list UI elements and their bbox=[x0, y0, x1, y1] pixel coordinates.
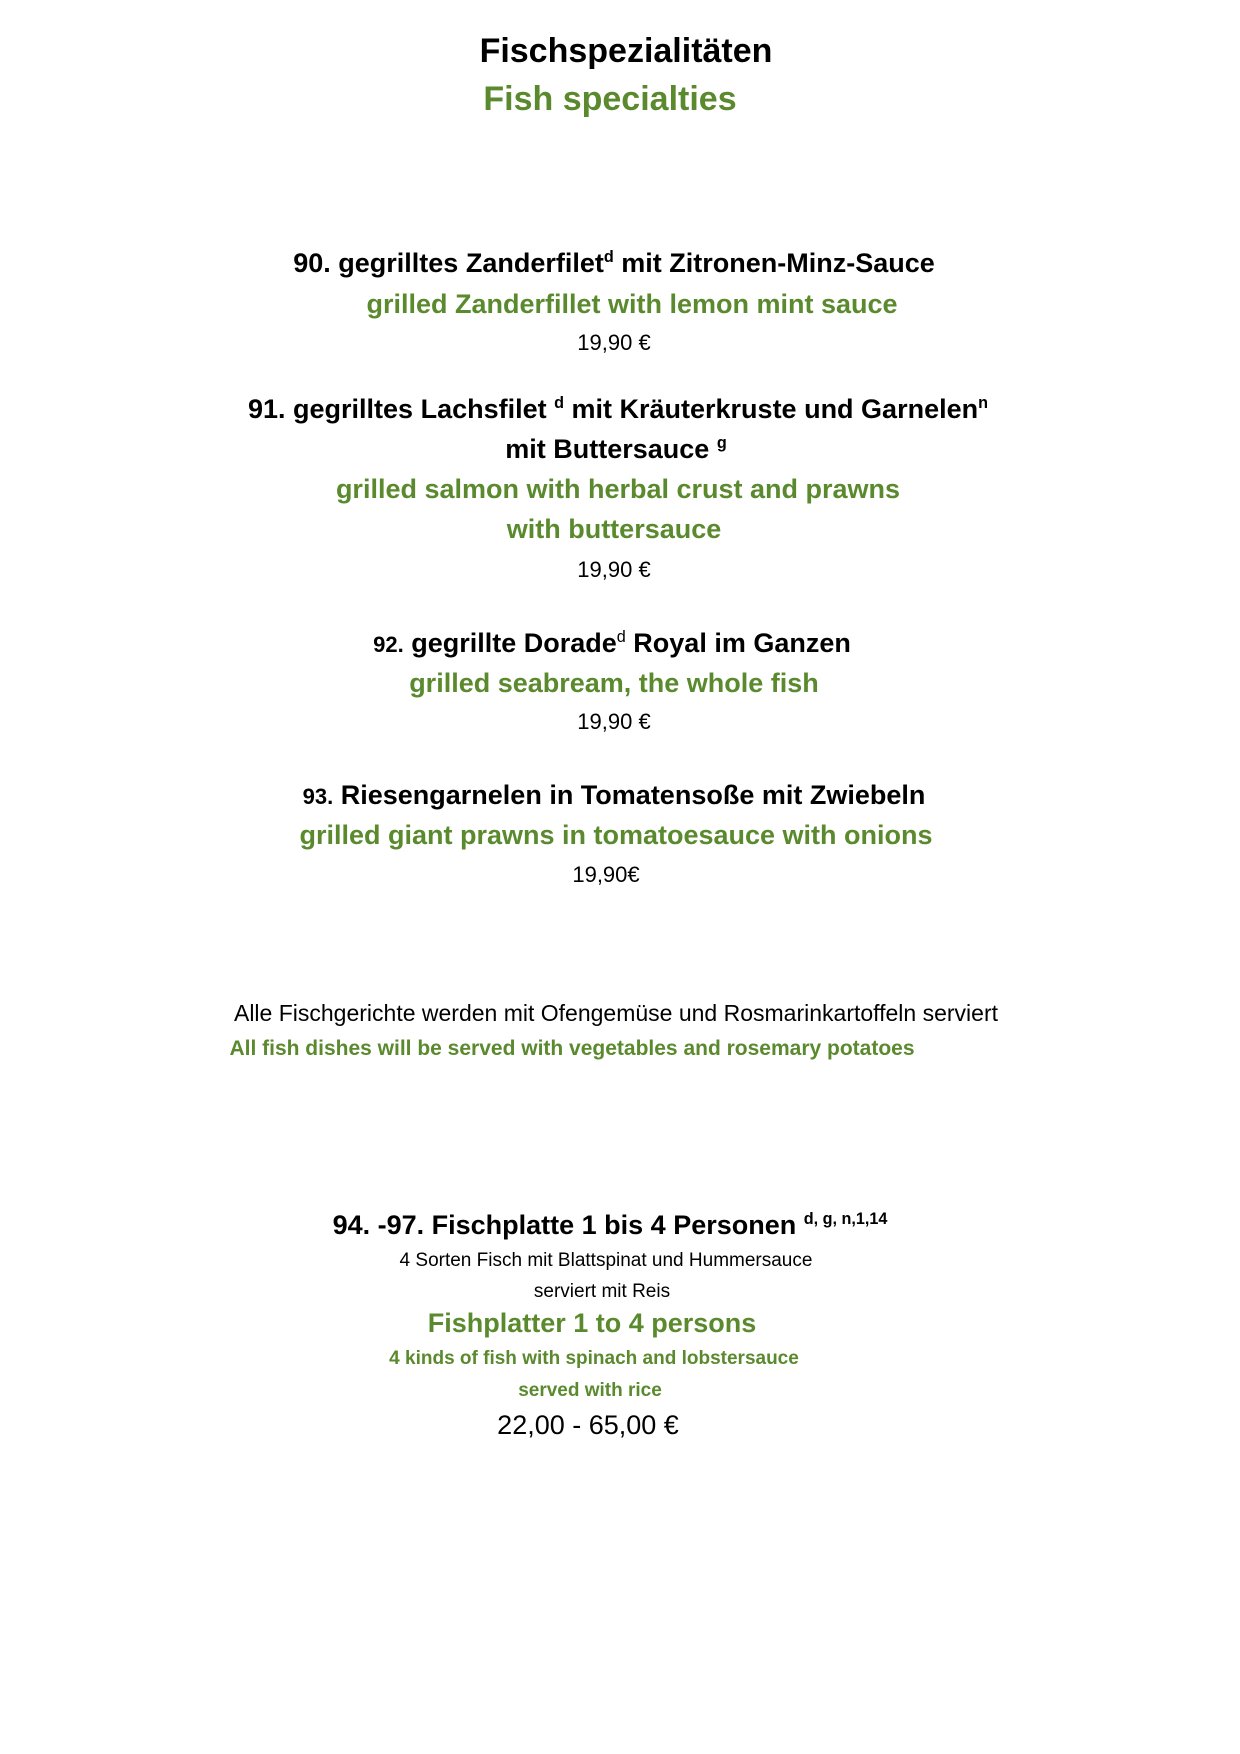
item-number: 93. bbox=[302, 784, 334, 809]
item-number: 91. bbox=[247, 394, 286, 424]
item-name-cont: mit Zitronen-Minz-Sauce bbox=[613, 248, 935, 278]
item-90-title-de bbox=[0, 248, 1234, 279]
item-91-price: 19,90 € bbox=[577, 557, 651, 582]
allergen-mark: d bbox=[603, 248, 614, 266]
side-dish-note-en: All fish dishes will be served with vegetables and rosemary potatoes bbox=[229, 1037, 915, 1060]
item-number: 92. bbox=[373, 632, 404, 657]
item-90-title-en: grilled Zanderfillet with lemon mint sauce bbox=[366, 289, 898, 319]
item-name: gegrillte Dorade bbox=[403, 628, 617, 658]
platter-name: 94. -97. Fischplatte 1 bis 4 Personen bbox=[332, 1210, 804, 1240]
item-92-title-en: grilled seabream, the whole fish bbox=[409, 668, 819, 698]
item-name-cont: Royal im Ganzen bbox=[625, 628, 851, 658]
item-number: 90. bbox=[293, 248, 331, 278]
side-dish-note-de: Alle Fischgerichte werden mit Ofengemüse und Rosmarinkartoffeln serviert bbox=[233, 1000, 999, 1026]
item-90-price: 19,90 € bbox=[577, 330, 651, 355]
allergen-mark: n bbox=[978, 394, 988, 412]
allergen-mark: d bbox=[554, 394, 564, 412]
platter-desc-en: 4 kinds of fish with spinach and lobstersauce bbox=[389, 1348, 799, 1369]
allergen-mark: d bbox=[616, 628, 626, 646]
platter-desc-en-line2: served with rice bbox=[518, 1380, 662, 1401]
item-93-title-de bbox=[0, 780, 1234, 811]
item-name: gegrilltes Lachsfilet bbox=[285, 394, 555, 424]
item-name-cont: mit Kräuterkruste und Garnelen bbox=[564, 394, 979, 424]
allergen-mark: d, g, n,1,14 bbox=[803, 1210, 888, 1228]
item-name: Riesengarnelen in Tomatensoße mit Zwiebeln bbox=[333, 780, 926, 810]
allergen-mark: g bbox=[716, 434, 727, 452]
item-91-title-en: grilled salmon with herbal crust and prawns bbox=[335, 474, 901, 504]
platter-desc-de: 4 Sorten Fisch mit Blattspinat und Hummersauce bbox=[399, 1250, 813, 1271]
item-93-title-en: grilled giant prawns in tomatoesauce with onions bbox=[299, 820, 933, 850]
item-92-title-de bbox=[0, 628, 1232, 659]
item-92-price: 19,90 € bbox=[577, 709, 651, 734]
item-91-title-de bbox=[0, 394, 1238, 425]
item-91-title-de-line2 bbox=[0, 434, 1236, 465]
platter-title-en: Fishplatter 1 to 4 persons bbox=[427, 1308, 757, 1338]
platter-desc-de-line2: serviert mit Reis bbox=[533, 1281, 671, 1302]
platter-title-de bbox=[0, 1210, 1230, 1241]
page-title-de: Fischspezialitäten bbox=[479, 32, 773, 70]
item-name-cont: mit Buttersauce bbox=[505, 434, 717, 464]
item-name: gegrilltes Zanderfilet bbox=[330, 248, 604, 278]
item-93-price: 19,90€ bbox=[572, 862, 640, 887]
page-title-en: Fish specialties bbox=[483, 80, 737, 118]
platter-price: 22,00 - 65,00 € bbox=[497, 1410, 679, 1440]
item-91-title-en-line2: with buttersauce bbox=[506, 514, 722, 544]
